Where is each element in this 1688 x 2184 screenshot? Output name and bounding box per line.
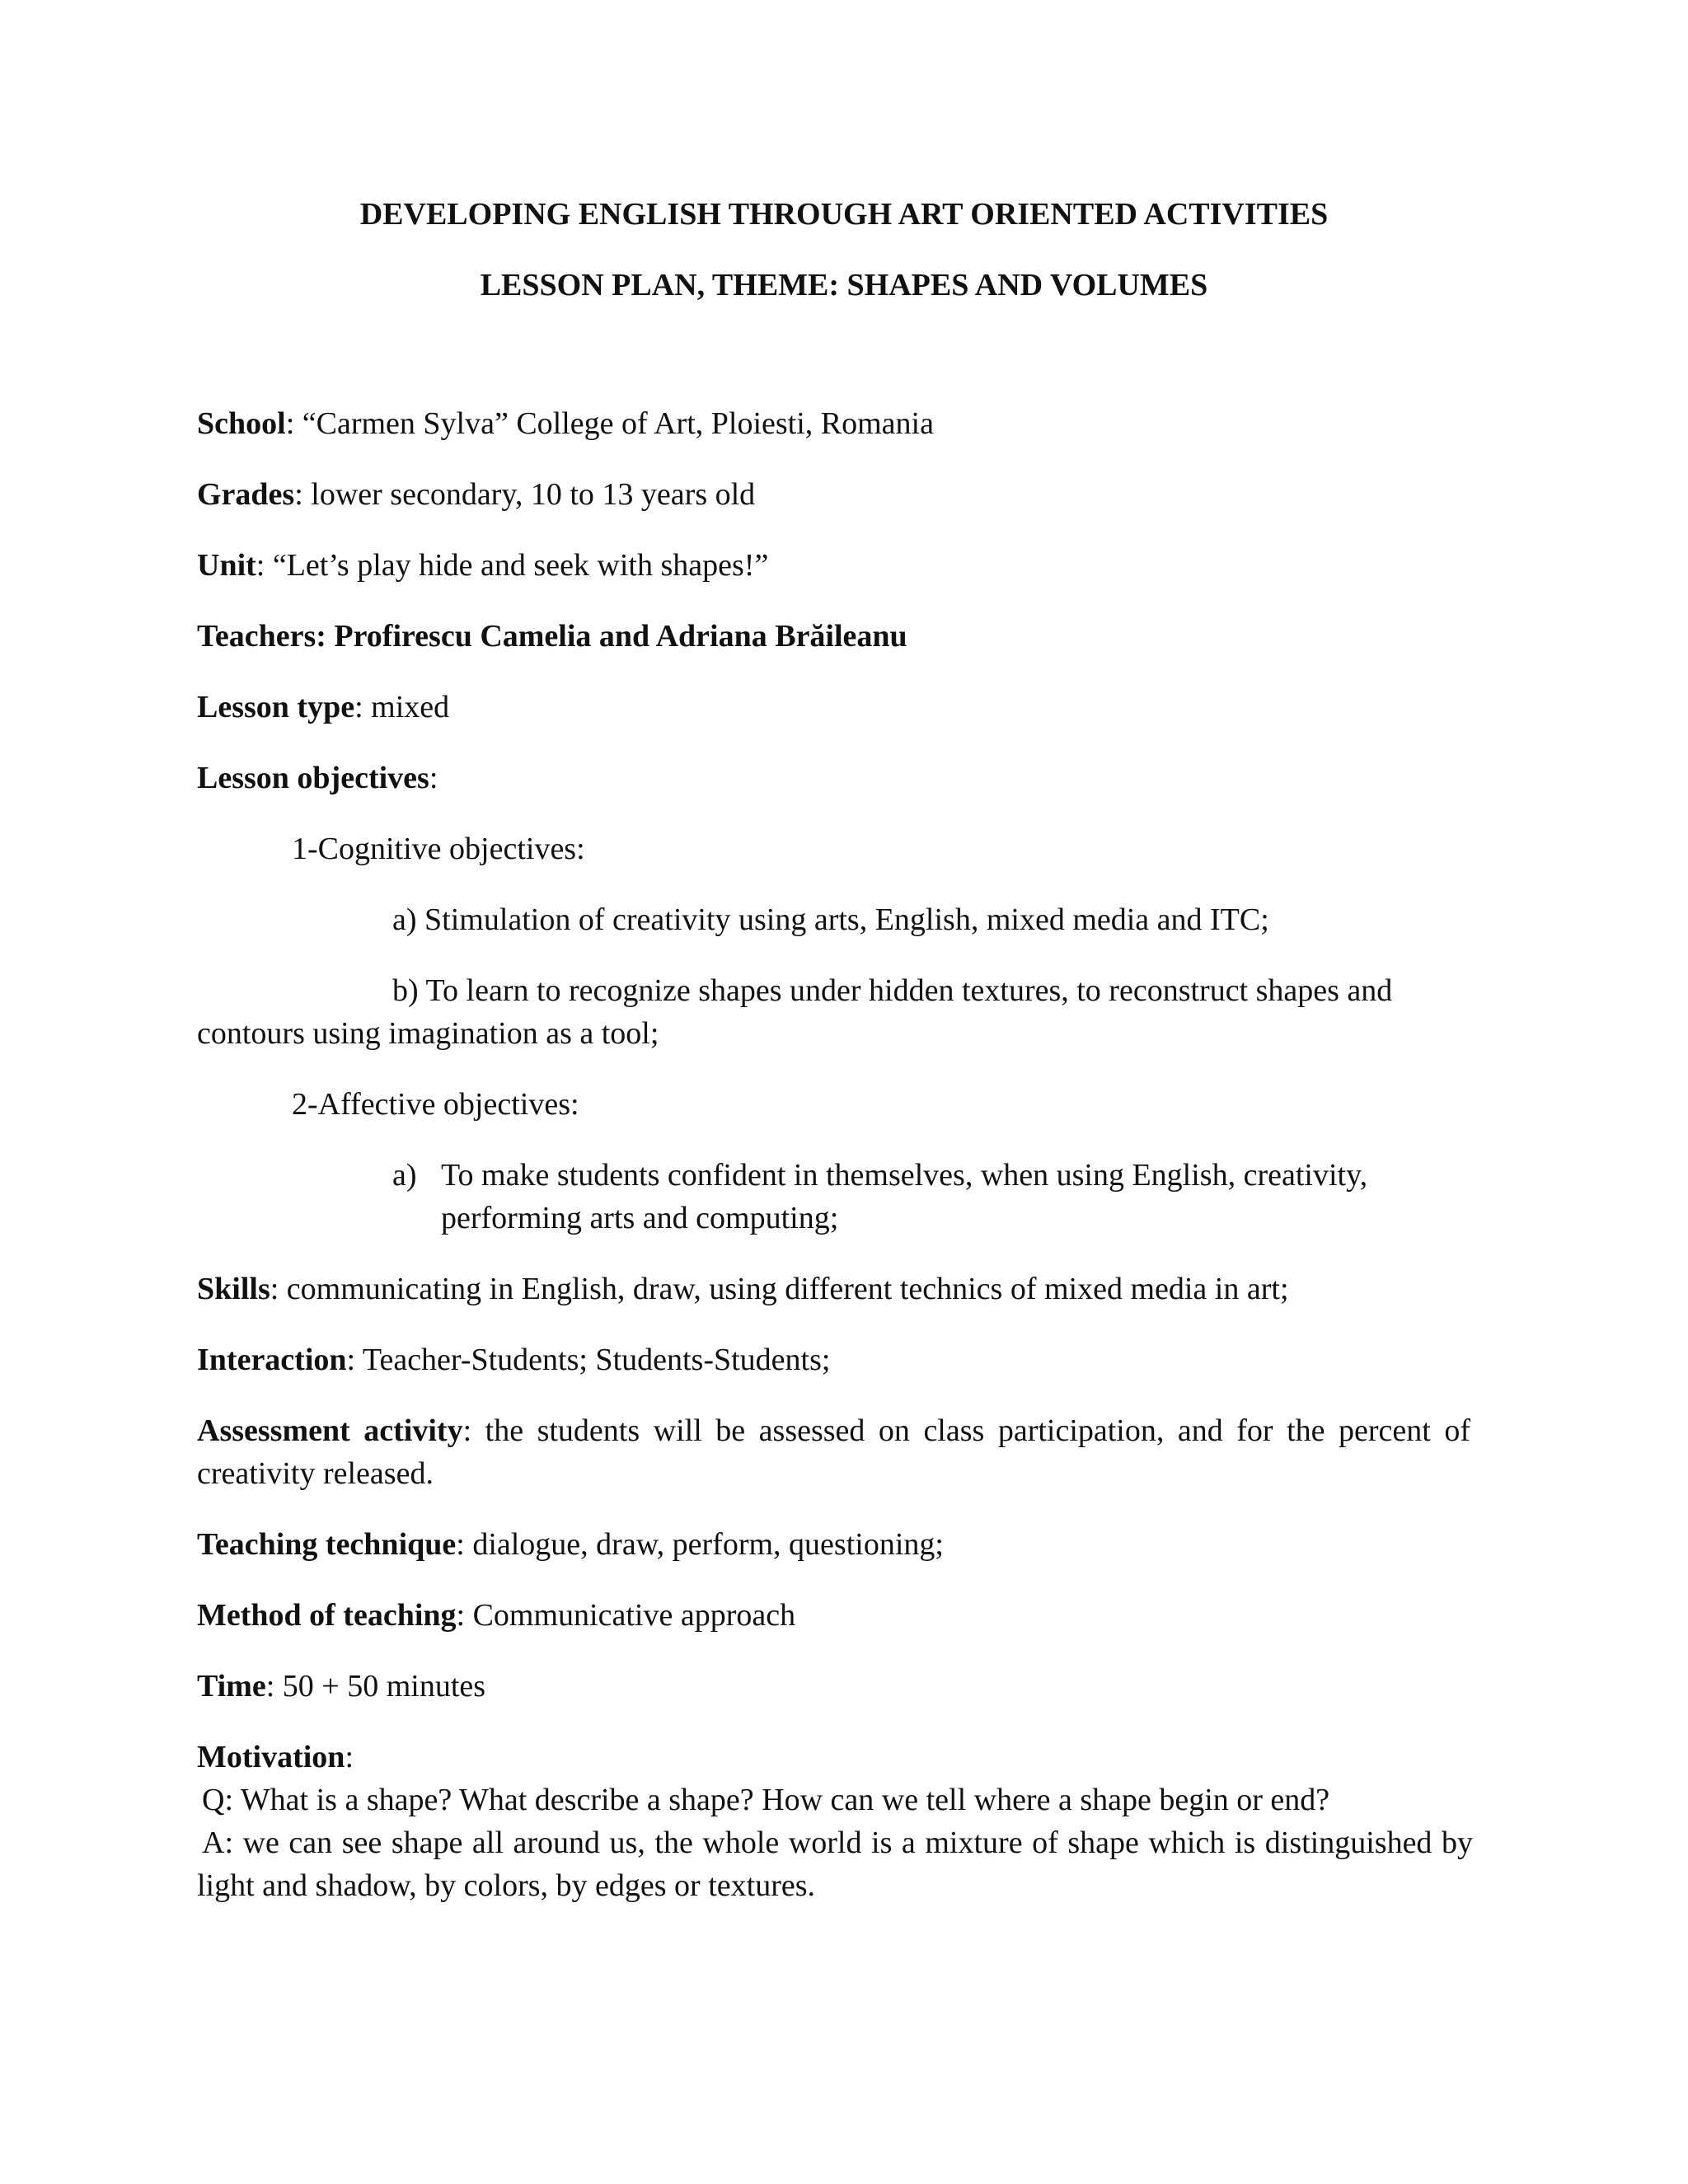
teaching-technique-value: : dialogue, draw, perform, questioning; bbox=[456, 1527, 944, 1562]
affective-objective-a-line2: performing arts and computing; bbox=[441, 1201, 839, 1235]
teaching-technique-label: Teaching technique bbox=[197, 1527, 457, 1562]
cognitive-objective-a: a) Stimulation of creativity using arts, English, mixed media and ITC; bbox=[392, 902, 1269, 937]
method-of-teaching-label: Method of teaching bbox=[197, 1598, 457, 1633]
unit-field bbox=[197, 544, 768, 587]
unit-label: Unit bbox=[197, 548, 256, 583]
school-value: : “Carmen Sylva” College of Art, Ploiesti, Romania bbox=[285, 406, 934, 441]
lesson-objectives-label: Lesson objectives bbox=[197, 761, 429, 795]
assessment-field bbox=[197, 1409, 1470, 1495]
unit-value: : “Let’s play hide and seek with shapes!” bbox=[256, 548, 769, 583]
list-marker: a) bbox=[392, 1158, 417, 1193]
interaction-label: Interaction bbox=[197, 1343, 347, 1377]
time-label: Time bbox=[197, 1669, 266, 1704]
motivation-heading bbox=[197, 1736, 354, 1779]
teaching-technique-field bbox=[197, 1523, 944, 1566]
lesson-type-field bbox=[197, 686, 449, 729]
cognitive-objective-b-line2: contours using imagination as a tool; bbox=[197, 1016, 659, 1051]
cognitive-objectives-heading: 1-Cognitive objectives: bbox=[292, 832, 585, 866]
affective-objective-a-line1: To make students confident in themselves, when using English, creativity, bbox=[441, 1158, 1368, 1193]
grades-field bbox=[197, 473, 755, 516]
grades-value: : lower secondary, 10 to 13 years old bbox=[294, 477, 756, 512]
time-value: : 50 + 50 minutes bbox=[265, 1669, 486, 1704]
document-subtitle: LESSON PLAN, THEME: SHAPES AND VOLUMES bbox=[480, 268, 1208, 302]
motivation-label: Motivation bbox=[197, 1740, 345, 1774]
school-label: School bbox=[197, 406, 286, 441]
skills-value: : communicating in English, draw, using different technics of mixed media in art; bbox=[270, 1272, 1289, 1306]
teachers-field: Teachers: Profirescu Camelia and Adriana Brăileanu bbox=[197, 619, 907, 654]
interaction-field bbox=[197, 1338, 830, 1381]
skills-field bbox=[197, 1268, 1289, 1310]
lesson-type-label: Lesson type bbox=[197, 690, 355, 724]
lesson-objectives-colon: : bbox=[429, 761, 438, 795]
assessment-label: Assessment activity bbox=[197, 1413, 463, 1448]
interaction-value: : Teacher-Students; Students-Students; bbox=[346, 1343, 831, 1377]
lesson-objectives-heading bbox=[197, 757, 438, 799]
affective-objective-a-text bbox=[441, 1154, 1397, 1240]
motivation-answer: A: we can see shape all around us, the whole world is a mixture of shape which is distinguished by light and shadow, by colors, by edges or textures. bbox=[197, 1825, 1473, 1903]
motivation-colon: : bbox=[345, 1740, 354, 1774]
document-title: DEVELOPING ENGLISH THROUGH ART ORIENTED ACTIVITIES bbox=[359, 197, 1329, 232]
school-field bbox=[197, 402, 934, 445]
cognitive-objective-b-line1: b) To learn to recognize shapes under hidden textures, to reconstruct shapes and bbox=[392, 973, 1393, 1008]
method-of-teaching-field bbox=[197, 1594, 795, 1637]
grades-label: Grades bbox=[197, 477, 295, 512]
motivation-question: Q: What is a shape? What describe a shape? How can we tell where a shape begin or end? bbox=[202, 1783, 1330, 1817]
method-of-teaching-value: : Communicative approach bbox=[456, 1598, 796, 1633]
assessment-value: : the students will be assessed on class participation, and for the percent of creativity released. bbox=[197, 1413, 1470, 1491]
affective-objectives-heading: 2-Affective objectives: bbox=[292, 1087, 579, 1122]
skills-label: Skills bbox=[197, 1272, 270, 1306]
lesson-type-value: : mixed bbox=[354, 690, 450, 724]
time-field bbox=[197, 1665, 485, 1708]
